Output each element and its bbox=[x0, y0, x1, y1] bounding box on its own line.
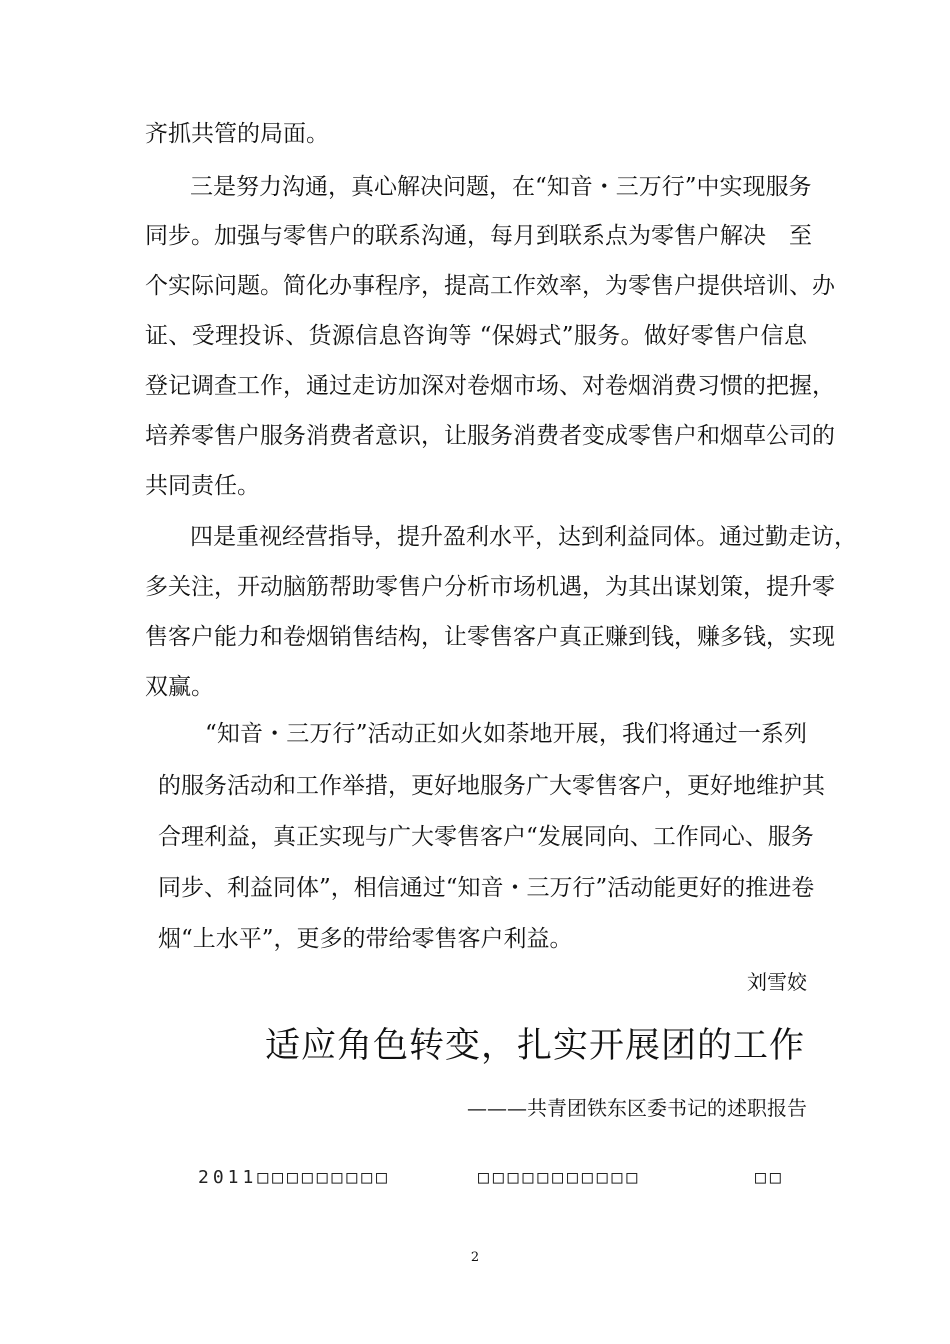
garbled-text-2: □□□□□□□□□□□ bbox=[478, 1167, 642, 1188]
paragraph-line: 合理利益，真正实现与广大零售客户“发展同向、工作同心、服务 bbox=[158, 824, 814, 850]
page-number: 2 bbox=[470, 1250, 480, 1265]
paragraph-line: 售客户能力和卷烟销售结构，让零售客户真正赚到钱，赚多钱，实现 bbox=[145, 624, 835, 650]
paragraph-line: 共同责任。 bbox=[145, 473, 260, 499]
paragraph-line: 证、受理投诉、货源信息咨询等 “保姆式”服务。做好零售户信息 bbox=[145, 323, 807, 349]
paragraph-line: 双赢。 bbox=[145, 674, 214, 700]
paragraph-line: “知音・三万行”活动正如火如荼地开展，我们将通过一系列 bbox=[205, 721, 807, 747]
paragraph-line: 同步。加强与零售户的联系沟通，每月到联系点为零售户解决 至 bbox=[145, 223, 812, 249]
paragraph-line: 三是努力沟通，真心解决问题，在“知音・三万行”中实现服务 bbox=[190, 174, 812, 200]
article-subtitle: ———共青团铁东区委书记的述职报告 bbox=[467, 1096, 807, 1120]
paragraph-line: 的服务活动和工作举措，更好地服务广大零售客户，更好地维护其 bbox=[158, 773, 825, 799]
author-signature: 刘雪姣 bbox=[747, 970, 807, 994]
paragraph-line: 培养零售户服务消费者意识，让服务消费者变成零售户和烟草公司的 bbox=[145, 423, 835, 449]
garbled-text-3: □□ bbox=[755, 1167, 785, 1188]
paragraph-line: 多关注，开动脑筋帮助零售户分析市场机遇，为其出谋划策，提升零 bbox=[145, 574, 835, 600]
paragraph-line: 登记调查工作，通过走访加深对卷烟市场、对卷烟消费习惯的把握， bbox=[145, 373, 835, 399]
paragraph-line: 烟“上水平”，更多的带给零售客户利益。 bbox=[158, 926, 573, 952]
paragraph-line: 齐抓共管的局面。 bbox=[145, 121, 329, 147]
article-title: 适应角色转变，扎实开展团的工作 bbox=[265, 1026, 806, 1066]
paragraph-line: 个实际问题。简化办事程序，提高工作效率，为零售户提供培训、办 bbox=[145, 273, 835, 299]
paragraph-line: 同步、利益同体”，相信通过“知音・三万行”活动能更好的推进卷 bbox=[158, 875, 815, 901]
paragraph-line: 四是重视经营指导，提升盈利水平，达到利益同体。通过勤走访， bbox=[190, 524, 857, 550]
garbled-text-1: 2011□□□□□□□□□ bbox=[198, 1167, 391, 1188]
